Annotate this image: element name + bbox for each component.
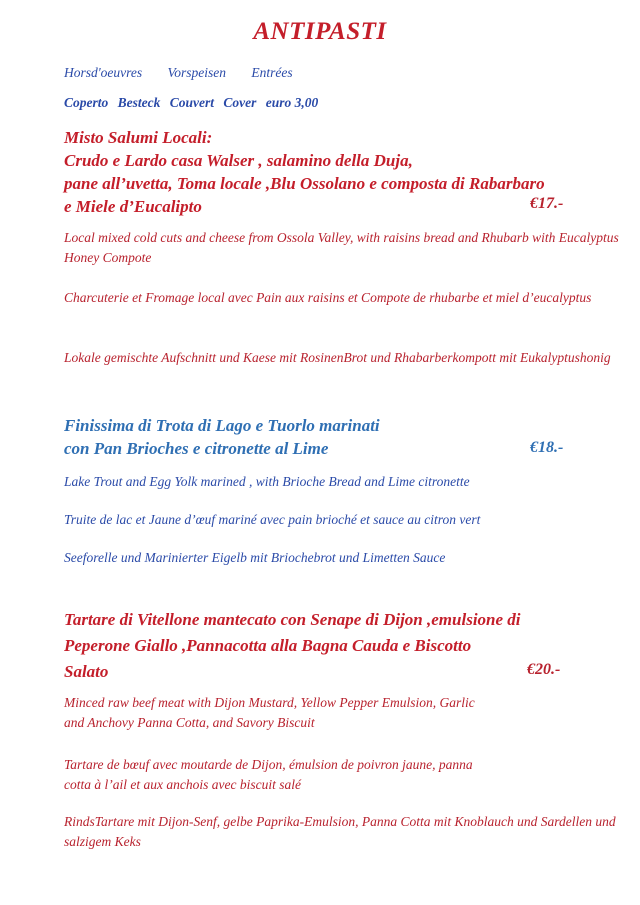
dish-name-line: Crudo e Lardo casa Walser , salamino della Duja,	[64, 151, 413, 170]
dish-desc-fr: Charcuterie et Fromage local avec Pain aux raisins et Compote de rhubarbe et miel d’eucalyptus	[64, 290, 592, 305]
dish-desc-en: Lake Trout and Egg Yolk marined , with Brioche Bread and Lime citronette	[64, 474, 470, 489]
dish-price: €20.-	[527, 661, 561, 678]
dish-name-line: con Pan Brioches e citronette al Lime	[64, 439, 329, 458]
subtitle-german: Vorspeisen	[167, 65, 227, 80]
dish-name-line: e Miele d’Eucalipto	[64, 197, 202, 216]
dish-desc-fr: Tartare de bœuf avec moutarde de Dijon, émulsion de poivron jaune, panna cotta à l’ail et aux anchois avec biscuit salé	[64, 757, 473, 792]
subtitle-italian-alt: Horsd'oeuvres	[64, 65, 143, 80]
dish-desc-en: Local mixed cold cuts and cheese from Ossola Valley, with raisins bread and Rhubarb with Eucalyptus Honey Compote	[64, 230, 619, 265]
dish-desc-en: Minced raw beef meat with Dijon Mustard, Yellow Pepper Emulsion, Garlic and Anchovy Panna Cotta, and Savory Biscuit	[64, 695, 475, 730]
menu-title: ANTIPASTI	[253, 18, 387, 45]
cover-de: Besteck	[117, 95, 161, 110]
dish-price: €18.-	[530, 439, 564, 456]
cover-en: Cover	[223, 95, 257, 110]
dish-heading: Misto Salumi Locali:	[64, 128, 213, 147]
cover-charge	[64, 95, 324, 111]
menu-subtitle	[64, 65, 315, 81]
cover-it: Coperto	[64, 95, 109, 110]
dish-name-line: Salato	[64, 662, 109, 681]
dish-name-line: Tartare di Vitellone mantecato con Senape di Dijon ,emulsione di	[64, 610, 521, 629]
dish-price: €17.-	[530, 195, 564, 212]
dish-desc-de: Lokale gemischte Aufschnitt und Kaese mit RosinenBrot und Rhabarberkompott mit Eukalyptushonig	[64, 350, 611, 365]
dish-name-line: Peperone Giallo ,Pannacotta alla Bagna Cauda e Biscotto	[64, 636, 472, 655]
cover-fr: Couvert	[169, 95, 215, 110]
dish-name-line: pane all’uvetta, Toma locale ,Blu Ossolano e composta di Rabarbaro	[64, 174, 545, 193]
dish-desc-de: Seeforelle und Marinierter Eigelb mit Briochebrot und Limetten Sauce	[64, 550, 446, 565]
dish-tartare	[64, 607, 604, 685]
dish-desc-fr: Truite de lac et Jaune d’œuf mariné avec pain brioché et sauce au citron vert	[64, 512, 481, 527]
subtitle-french: Entrées	[251, 65, 293, 80]
dish-name-line: Finissima di Trota di Lago e Tuorlo marinati	[64, 416, 380, 435]
dish-desc-de: RindsTartare mit Dijon-Senf, gelbe Paprika-Emulsion, Panna Cotta mit Knoblauch und Sardellen und salzigem Keks	[64, 814, 616, 849]
cover-price: euro 3,00	[265, 95, 319, 110]
